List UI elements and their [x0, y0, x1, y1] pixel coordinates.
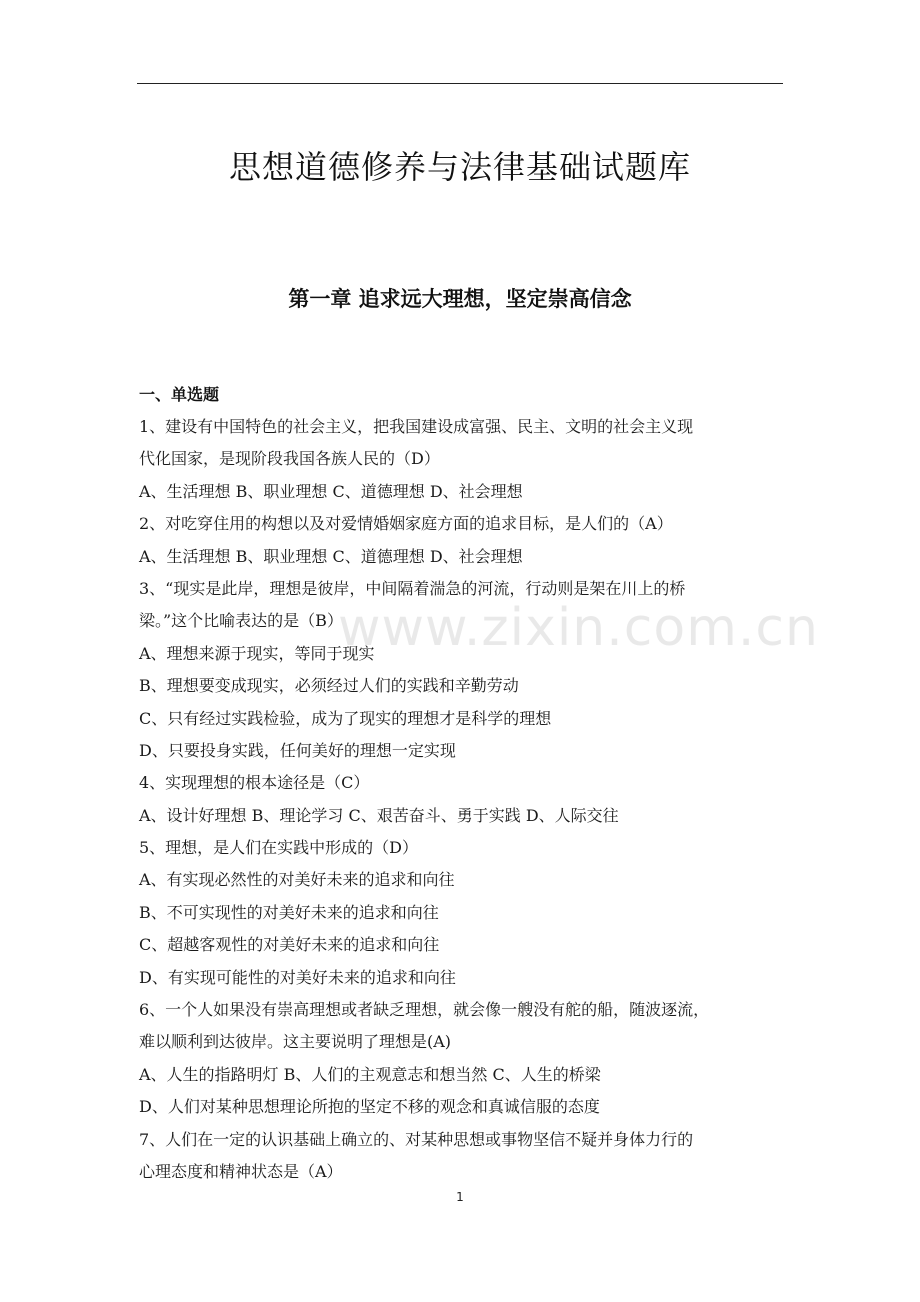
question-line: 代化国家，是现阶段我国各族人民的（D）	[139, 449, 440, 469]
question-line: 4、实现理想的根本途径是（C）	[139, 773, 370, 793]
option-line: D、有实现可能性的对美好未来的追求和向往	[139, 967, 456, 987]
question-line: 难以顺利到达彼岸。这主要说明了理想是(A)	[139, 1032, 452, 1052]
option-line: C、只有经过实践检验，成为了现实的理想才是科学的理想	[139, 708, 552, 728]
option-line: A、生活理想 B、职业理想 C、道德理想 D、社会理想	[139, 481, 523, 501]
question-line: 3、“现实是此岸，理想是彼岸，中间隔着湍急的河流，行动则是架在川上的桥	[139, 578, 686, 598]
option-line: A、生活理想 B、职业理想 C、道德理想 D、社会理想	[139, 546, 523, 566]
page-number: 1	[456, 1190, 464, 1204]
option-line: A、设计好理想 B、理论学习 C、艰苦奋斗、勇于实践 D、人际交往	[139, 805, 619, 825]
option-line: B、理想要变成现实，必须经过人们的实践和辛勤劳动	[139, 676, 519, 696]
question-line: 5、理想，是人们在实践中形成的（D）	[139, 838, 419, 858]
option-line: A、理想来源于现实，等同于现实	[139, 643, 375, 663]
question-line: 1、建设有中国特色的社会主义，把我国建设成富强、民主、文明的社会主义现	[139, 417, 694, 436]
option-line: C、超越客观性的对美好未来的追求和向往	[139, 935, 440, 955]
document-title: 思想道德修养与法律基础试题库	[228, 148, 691, 186]
section-heading: 一、单选题	[139, 385, 220, 404]
chapter-title: 第一章 追求远大理想，坚定崇高信念	[288, 287, 632, 311]
option-line: B、不可实现性的对美好未来的追求和向往	[139, 902, 439, 922]
option-line: A、有实现必然性的对美好未来的追求和向往	[139, 870, 455, 890]
question-line: 心理态度和精神状态是（A）	[139, 1161, 343, 1181]
question-line: 梁。”这个比喻表达的是（B）	[139, 611, 343, 631]
question-list	[139, 411, 787, 1188]
option-line: A、人生的指路明灯 B、人们的主观意志和想当然 C、人生的桥梁	[139, 1064, 601, 1084]
question-line: 2、对吃穿住用的构想以及对爱情婚姻家庭方面的追求目标，是人们的（A）	[139, 514, 673, 534]
question-line: 6、一个人如果没有崇高理想或者缺乏理想，就会像一艘没有舵的船，随波逐流，	[139, 1000, 710, 1020]
option-line: D、人们对某种思想理论所抱的坚定不移的观念和真诚信服的态度	[139, 1097, 600, 1117]
watermark: www.zixin.com.cn	[338, 598, 819, 658]
question-line: 7、人们在一定的认识基础上确立的、对某种思想或事物坚信不疑并身体力行的	[139, 1129, 694, 1149]
header-rule	[137, 83, 783, 84]
option-line: D、只要投身实践，任何美好的理想一定实现	[139, 740, 456, 760]
